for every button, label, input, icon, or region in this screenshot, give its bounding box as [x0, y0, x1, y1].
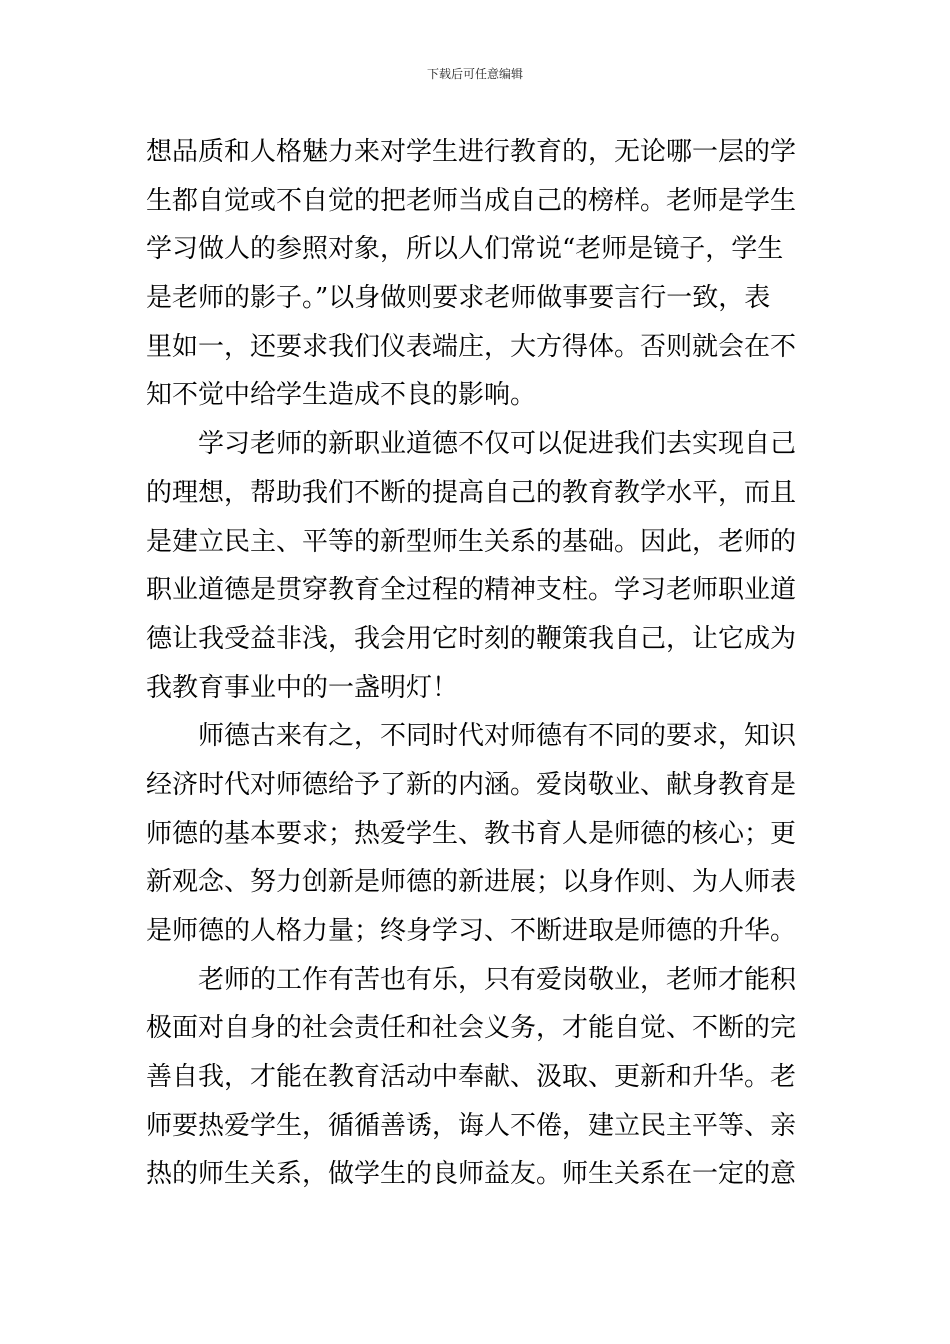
text-line: 职业道德是贯穿教育全过程的精神支柱。学习老师职业道: [146, 575, 797, 606]
page-header: 下载后可任意编辑: [426, 67, 523, 81]
text-line: 的理想，帮助我们不断的提高自己的教育教学水平，而且: [146, 477, 797, 508]
text-line: 老师的工作有苦也有乐，只有爱岗敬业，老师才能积: [198, 964, 797, 995]
text-line: 是建立民主、平等的新型师生关系的基础。因此，老师的: [146, 526, 797, 557]
text-line: 师德的基本要求；热爱学生、教书育人是师德的核心；更: [146, 818, 797, 849]
text-line: 师德古来有之，不同时代对师德有不同的要求，知识: [198, 721, 797, 752]
text-line: 学习做人的参照对象，所以人们常说“老师是镜子，学生: [146, 234, 784, 265]
text-line: 新观念、努力创新是师德的新进展；以身作则、为人师表: [146, 867, 797, 898]
text-line: 里如一，还要求我们仪表端庄，大方得体。否则就会在不: [146, 331, 797, 362]
text-line: 我教育事业中的一盏明灯！: [146, 672, 459, 703]
text-line: 经济时代对师德给予了新的内涵。爱岗敬业、献身教育是: [146, 769, 797, 800]
text-line: 是老师的影子。”以身做则要求老师做事要言行一致，表: [146, 283, 771, 314]
text-line: 师要热爱学生，循循善诱，诲人不倦，建立民主平等、亲: [146, 1110, 797, 1141]
text-line: 善自我，才能在教育活动中奉献、汲取、更新和升华。老: [146, 1062, 797, 1093]
text-line: 学习老师的新职业道德不仅可以促进我们去实现自己: [198, 429, 797, 460]
text-line: 是师德的人格力量；终身学习、不断进取是师德的升华。: [146, 916, 797, 946]
body-text: [146, 128, 816, 1199]
text-line: 极面对自身的社会责任和社会义务，才能自觉、不断的完: [146, 1013, 797, 1044]
text-line: 德让我受益非浅，我会用它时刻的鞭策我自己，让它成为: [146, 623, 797, 654]
text-line: 生都自觉或不自觉的把老师当成自己的榜样。老师是学生: [146, 185, 797, 216]
text-line: 热的师生关系，做学生的良师益友。师生关系在一定的意: [146, 1159, 797, 1190]
text-line: 想品质和人格魅力来对学生进行教育的，无论哪一层的学: [146, 137, 797, 167]
text-line: 知不觉中给学生造成不良的影响。: [146, 380, 537, 411]
